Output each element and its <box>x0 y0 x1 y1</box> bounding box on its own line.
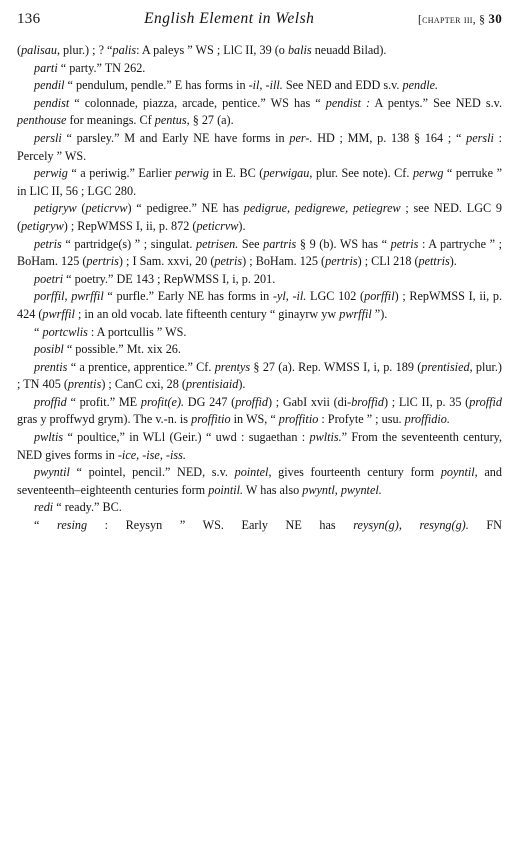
entry-text: “ <box>34 324 43 339</box>
italic-text: poyntil, <box>440 465 478 480</box>
entry-text: “ parsley.” M and Early NE have forms in <box>61 130 290 145</box>
headword: pendil <box>34 78 65 93</box>
italic-text: -ice, -ise, -iss. <box>117 447 186 462</box>
entry-text: , plur.) ; ? “ <box>56 43 113 57</box>
italic-text: pertris <box>325 254 358 269</box>
entry-pendist <box>17 95 502 130</box>
entry-text: and seventeenth–eighteenth centuries form <box>17 465 502 497</box>
italic-text: petris <box>390 236 419 251</box>
headword: pendist <box>34 95 70 110</box>
entry-palisau <box>17 42 502 60</box>
entry-text: : A portcullis ” WS. <box>87 324 187 339</box>
entry-text: ). <box>449 254 457 269</box>
entry-text: : Profyte ” ; usu. <box>318 412 405 427</box>
italic-text: penthouse <box>17 113 67 128</box>
italic-text: peticrvw <box>85 201 128 216</box>
italic-text: pentus, <box>154 113 190 128</box>
italic-text: palis <box>112 43 137 57</box>
italic-text: pwyntl, pwyntel. <box>302 482 382 497</box>
italic-text: prentys <box>214 359 251 374</box>
entry-text: ) ; LlC II, p. 35 ( <box>383 394 470 409</box>
entry-text: “ purfle.” Early NE has forms in <box>103 289 273 304</box>
entry-text: : A paleys ” WS ; LlC II, 39 (o <box>136 43 288 57</box>
entry-text: ) ; RepWMSS I, ii, p. 424 ( <box>17 289 503 321</box>
italic-text: pettris <box>418 254 450 269</box>
entry-text: “ <box>34 518 58 533</box>
entry-text: gras y proffwyd grym). The v.-n. is <box>17 412 192 427</box>
italic-text: pwrffil <box>42 306 75 321</box>
running-header <box>17 10 502 36</box>
italic-text: per-. <box>289 130 313 145</box>
italic-text: reysyn(g), resyng(g). <box>353 518 469 533</box>
entry-text: DG 247 ( <box>184 394 236 409</box>
entry-petigryw <box>17 200 502 235</box>
italic-text: prentisiaid <box>185 377 239 392</box>
entry-text: § 27 (a). Rep. WMSS I, i, p. 189 ( <box>250 359 422 374</box>
headword: resing <box>57 518 88 533</box>
italic-text: proffidio. <box>404 412 450 427</box>
entry-text: FN <box>468 518 502 533</box>
italic-text: petrisen. <box>196 236 239 251</box>
italic-text: peticrvw <box>196 218 239 233</box>
entry-text: “ colonnade, piazza, arcade, pentice.” WS has “ <box>69 95 326 110</box>
entry-text: LGC 102 ( <box>306 289 365 304</box>
page-number: 136 <box>17 11 41 27</box>
italic-text: -il, -ill. <box>248 78 283 93</box>
entry-parti <box>17 60 502 78</box>
entry-text: [ <box>418 14 423 26</box>
entry-text: § 27 (a). <box>189 113 234 128</box>
entry-text: in WS, “ <box>230 412 279 427</box>
entry-text: : Percely ” WS. <box>17 130 502 163</box>
entry-text: ). <box>238 377 246 392</box>
entry-text: gives fourteenth century form <box>271 465 441 480</box>
entry-text: HD ; MM, p. 138 § 164 ; “ <box>312 130 467 145</box>
headword: parti <box>34 60 58 75</box>
entry-text: ). <box>238 218 246 233</box>
entry-text: ”). <box>371 306 388 321</box>
entry-pwltis <box>17 429 502 464</box>
italic-text: pointel, <box>234 465 272 480</box>
entry-text: “ party.” TN 262. <box>57 60 146 75</box>
entry-text: in E. BC ( <box>208 166 264 181</box>
entry-text: ) ; CanC cxi, 28 ( <box>101 377 186 392</box>
entry-text: See NED and EDD s.v. <box>282 78 403 93</box>
entry-pendil <box>17 77 502 95</box>
headword: persli <box>34 130 62 145</box>
italic-text: palisau <box>21 43 57 57</box>
entry-text: 30 <box>488 11 502 26</box>
entry-text: ” From the seventeenth century, NED gives forms in <box>17 430 502 462</box>
italic-text: pwrffil <box>339 306 372 321</box>
entry-text: : A partryche ” ; BoHam. 125 ( <box>17 236 502 269</box>
italic-text: pertris <box>86 254 119 269</box>
italic-text: pendist : <box>325 95 371 110</box>
entry-text: chapter iii, <box>422 14 476 26</box>
italic-text: perwg <box>412 166 444 181</box>
entry-portcwlis <box>17 324 502 342</box>
headword: perwig <box>34 166 68 181</box>
italic-text: proffid <box>469 394 502 409</box>
italic-text: partris <box>263 236 297 251</box>
italic-text: porffil <box>364 289 395 304</box>
entry-text: “ a prentice, apprentice.” Cf. <box>67 359 215 374</box>
glossary-body <box>17 42 502 535</box>
italic-text: broffid <box>351 394 384 409</box>
italic-text: prentisied, <box>421 359 473 374</box>
entry-text: “ profit.” ME <box>66 394 141 409</box>
entry-text: W has also <box>243 482 303 497</box>
headword: pwltis <box>34 430 64 445</box>
entry-text: plur. See note). Cf. <box>312 166 413 181</box>
entry-petris <box>17 236 502 271</box>
entry-text: “ partridge(s) ” ; singulat. <box>61 236 197 251</box>
entry-text: § 9 (b). WS has “ <box>296 236 391 251</box>
entry-text: A pentys.” See NED s.v. <box>370 95 503 110</box>
entry-text: ) ; I Sam. xxvi, 20 ( <box>118 254 215 269</box>
italic-text: profit(e). <box>140 394 185 409</box>
entry-resing <box>17 517 502 535</box>
entry-pwyntil <box>17 464 502 499</box>
entry-text: See <box>238 236 264 251</box>
entry-text: “ a periwig.” Earlier <box>67 166 176 181</box>
headword: redi <box>34 500 54 515</box>
headword: posibl <box>34 342 64 357</box>
italic-text: perwig <box>175 166 209 181</box>
headword: petris <box>34 236 62 251</box>
italic-text: pedigrue, pedigrewe, petiegrew <box>243 201 401 216</box>
entry-text: ) “ pedigree.” NE has <box>127 201 244 216</box>
entry-text: § <box>479 14 486 26</box>
entry-persli <box>17 130 502 165</box>
italic-text: proffid <box>235 394 268 409</box>
headword: pwyntil <box>34 465 70 480</box>
entry-text: ) ; BoHam. 125 ( <box>242 254 326 269</box>
entry-porffil <box>17 288 502 323</box>
entry-text: ; in an old vocab. late fifteenth century “ ginayrw yw <box>74 306 340 321</box>
entry-text: plur.) ; TN 405 ( <box>17 359 502 392</box>
entry-text: “ ready.” BC. <box>53 500 122 515</box>
entry-text: “ pendulum, pendle.” E has forms in <box>64 78 249 93</box>
entry-text: ) ; CLl 218 ( <box>357 254 419 269</box>
headword: poetri <box>34 271 64 286</box>
entry-text: ) ; GabI xvii (di- <box>267 394 352 409</box>
entry-text: “ poetry.” DE 143 ; RepWMSS I, i, p. 201. <box>63 271 276 286</box>
italic-text: prentis <box>67 377 102 392</box>
italic-text: proffitio <box>191 412 231 427</box>
italic-text: petris <box>214 254 243 269</box>
italic-text: pointil. <box>208 482 244 497</box>
italic-text: -yl, -il. <box>272 289 307 304</box>
entry-text: for meanings. Cf <box>66 113 155 128</box>
entry-prentis <box>17 359 502 394</box>
entry-text: “ pointel, pencil.” NED, s.v. <box>69 465 235 480</box>
entry-text: neuadd Bilad). <box>311 43 387 57</box>
italic-text: persli <box>466 130 494 145</box>
headword: petigryw <box>34 201 77 216</box>
entry-proffid <box>17 394 502 429</box>
entry-text: ; see NED. LGC 9 ( <box>17 201 502 233</box>
entry-text: ) ; RepWMSS I, ii, p. 872 ( <box>63 218 197 233</box>
entry-perwig <box>17 165 502 200</box>
headword: porffil, pwrffil <box>34 289 104 304</box>
entry-text: : Reysyn ” WS. Early NE has <box>87 518 354 533</box>
chapter-section-reference <box>418 10 502 30</box>
italic-text: balis <box>287 43 312 57</box>
headword: proffid <box>34 394 67 409</box>
running-title: English Element in Welsh <box>144 10 315 27</box>
entry-poetri <box>17 271 502 289</box>
italic-text: proffitio <box>278 412 319 427</box>
entry-redi <box>17 499 502 517</box>
entry-text: “ possible.” Mt. xix 26. <box>63 342 181 357</box>
italic-text: pendle. <box>402 78 439 93</box>
entry-text: ( <box>17 43 22 57</box>
entry-posibl <box>17 341 502 359</box>
entry-text: ( <box>76 201 86 216</box>
italic-text: pwltis. <box>309 430 342 445</box>
headword: prentis <box>34 359 68 374</box>
headword: portcwlis <box>42 324 88 339</box>
entry-text: “ poultice,” in WLl (Geir.) “ uwd : sugaethan : <box>63 430 310 445</box>
entry-text: “ perruke ” in LlC II, 56 ; LGC 280. <box>17 166 502 198</box>
italic-text: petigryw <box>21 218 64 233</box>
italic-text: perwigau, <box>263 166 313 181</box>
